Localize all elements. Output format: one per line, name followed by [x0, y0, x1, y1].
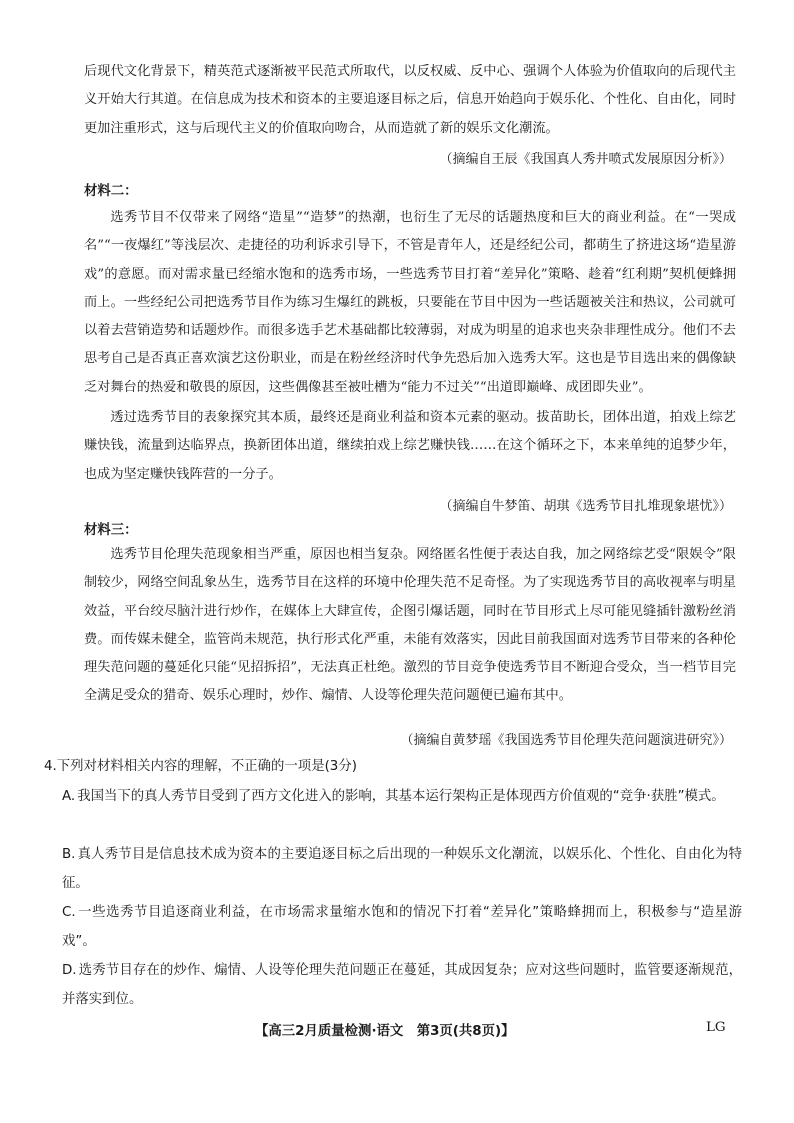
- material-two-heading: 材料二：: [84, 184, 138, 199]
- option-c: [62, 898, 742, 956]
- option-text: 我国当下的真人秀节目受到了西方文化进入的影响，其基本运行架构正是体现西方价值观的“竞争·获胜”模式。: [77, 789, 725, 804]
- option-d: [62, 956, 742, 1014]
- question-stem: 4.下列对材料相关内容的理解，不正确的一项是(3分): [44, 759, 357, 774]
- option-letter: B.: [62, 847, 76, 862]
- material-three-heading: 材料三：: [84, 523, 138, 538]
- source-citation-3: （摘编自黄梦瑶《我国选秀节目伦理失范问题演进研究》）: [400, 733, 732, 748]
- option-letter: C.: [62, 905, 76, 920]
- option-b: [62, 840, 742, 898]
- option-text: 选秀节目存在的炒作、煽情、人设等伦理失范问题正在蔓延，其成因复杂；应对这些问题时，监管要逐渐规范，并落实到位。: [62, 963, 742, 1007]
- paragraph-material-three: 选秀节目伦理失范现象相当严重，原因也相当复杂。网络匿名性便于表达自我，加之网络综艺受“限娱令”限制较少，网络空间乱象丛生，选秀节目在这样的环境中伦理失范不足奇怪。为了实现选秀节目的高收视率与明星效益，平台绞尽脑汁进行炒作，在媒体上大肆宣传，企图引爆话题，同时在节目形式上尽可能见缝插针激粉丝消费。而传媒未健全，监管尚未规范，执行形式化严重，未能有效落实，因此目前我国面对选秀节目带来的各种伦理失范问题的蔓延化只能“见招拆招”，无法真正杜绝。激烈的节目竞争使选秀节目不断迎合受众，当一档节目完全满足受众的猎奇、娱乐心理时，炒作、煽情、人设等伦理失范问题便已遍布其中。: [84, 547, 736, 704]
- paragraph-material-two-b: 透过选秀节目的表象探究其本质，最终还是商业利益和资本元素的驱动。拔苗助长，团体出道，拍戏上综艺赚快钱，流量到达临界点，换新团体出道，继续拍戏上综艺赚快钱……在这个循环之下，本来单纯的追梦少年，也成为坚定赚快钱阵营的一分子。: [84, 410, 736, 482]
- option-letter: A.: [62, 789, 76, 804]
- footer-title: 【高三2月质量检测·语文 第3页(共8页)】: [255, 1024, 515, 1039]
- option-a: [62, 782, 742, 811]
- source-citation-2: （摘编自牛梦笛、胡琪《选秀节目扎堆现象堪忧》）: [439, 499, 732, 514]
- option-text: 一些选秀节目追逐商业利益，在市场需求量缩水饱和的情况下打着“差异化”策略蜂拥而上，积极参与“造星游戏”。: [62, 905, 742, 949]
- option-text: 真人秀节目是信息技术成为资本的主要追逐目标之后出现的一种娱乐文化潮流，以娱乐化、个性化、自由化为特征。: [62, 847, 742, 891]
- page-footer: [0, 1020, 794, 1040]
- paragraph-material-two-a: 选秀节目不仅带来了网络“造星”“造梦”的热潮，也衍生了无尽的话题热度和巨大的商业利益。在“一哭成名”“一夜爆红”等浅层次、走捷径的功利诉求引导下，不管是青年人，还是经纪公司，都萌生了挤进这场“造星游戏”的意愿。而对需求量已经缩水饱和的选秀市场，一些选秀节目打着“差异化”策略、趁着“红利期”契机便蜂拥而上。一些经纪公司把选秀节目作为练习生爆红的跳板，只要能在节目中因为一些话题被关注和热议，公司就可以着去营销造势和话题炒作。而很多选手艺术基础都比较薄弱，对成为明星的追求也夹杂非理性成分。他们不去思考自己是否真正喜欢演艺这份职业，而是在粉丝经济时代争先恐后加入选秀大军。这也是节目选出来的偶像缺乏对舞台的热爱和敬畏的原因，这些偶像甚至被吐槽为“能力不过关”“出道即巅峰、成团即失业”。: [84, 210, 736, 395]
- footer-code: LG: [706, 1020, 726, 1035]
- paragraph-intro: 后现代文化背景下，精英范式逐渐被平民范式所取代，以反权威、反中心、强调个人体验为价值取向的后现代主义开始大行其道。在信息成为技术和资本的主要追逐目标之后，信息开始趋向于娱乐化、个性化、自由化，同时更加注重形式，这与后现代主义的价值取向吻合，从而造就了新的娱乐文化潮流。: [84, 64, 736, 136]
- source-citation-1: （摘编自王辰《我国真人秀井喷式发展原因分析》）: [439, 152, 732, 167]
- option-letter: D.: [62, 963, 77, 978]
